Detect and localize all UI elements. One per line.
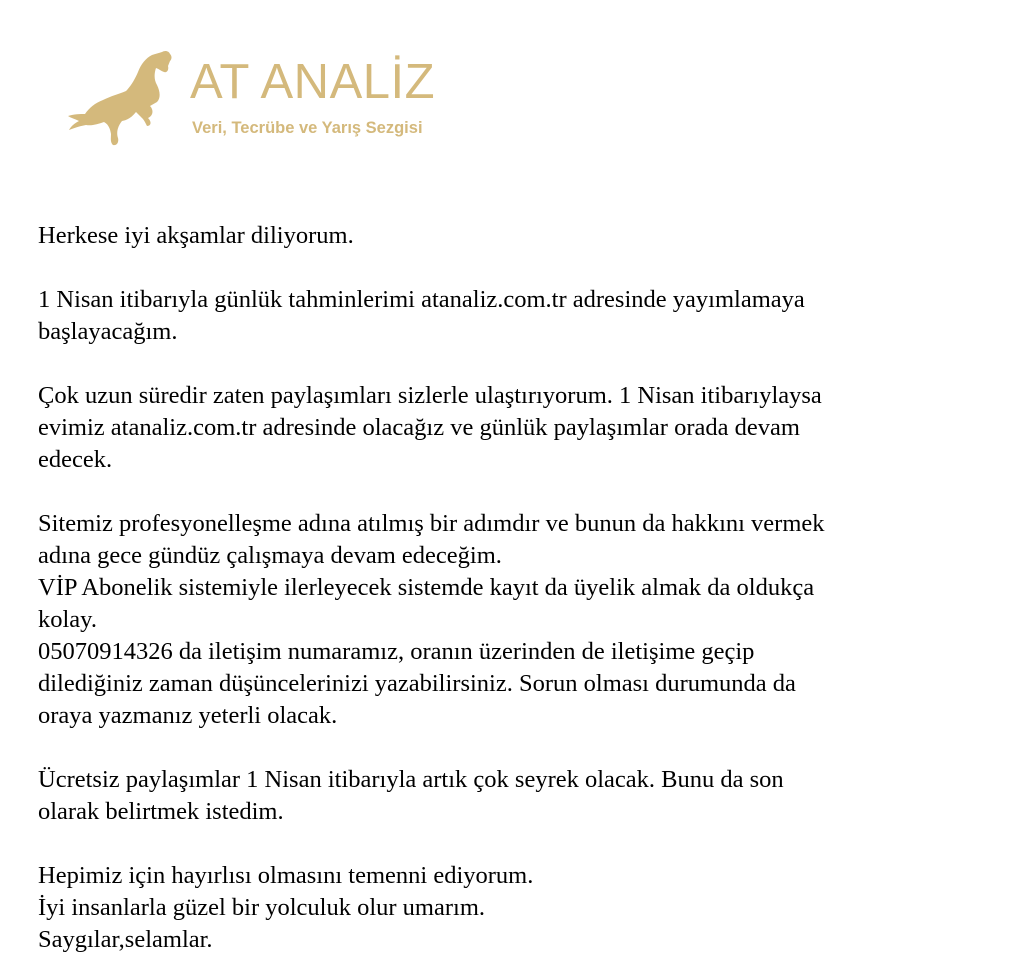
letter-paragraph xyxy=(38,764,978,828)
text-line: Hepimiz için hayırlısı olmasını temenni ediyorum. xyxy=(38,862,534,889)
text-line: Çok uzun süredir zaten paylaşımları sizlerle ulaştırıyorum. 1 Nisan itibarıylaysa xyxy=(38,382,822,409)
text-line: evimiz atanaliz.com.tr adresinde olacağız ve günlük paylaşımlar orada devam xyxy=(38,414,800,441)
text-line: kolay. xyxy=(38,606,97,633)
phone-number-line: 05070914326 da iletişim numaramız, oranın üzerinden de iletişime geçip xyxy=(38,638,755,665)
text-line: edecek. xyxy=(38,446,113,473)
letter-paragraph xyxy=(38,860,978,956)
text-line: oraya yazmanız yeterli olacak. xyxy=(38,702,338,729)
signoff-line: Saygılar,selamlar. xyxy=(38,926,213,953)
brand-logo xyxy=(64,44,494,154)
text-line: Herkese iyi akşamlar diliyorum. xyxy=(38,222,354,249)
letter-body xyxy=(38,220,978,956)
letter-paragraph xyxy=(38,380,978,476)
horse-icon xyxy=(66,46,178,152)
text-line: VİP Abonelik sistemiyle ilerleyecek sistemde kayıt da üyelik almak da oldukça xyxy=(38,574,815,601)
brand-tagline: Veri, Tecrübe ve Yarış Sezgisi xyxy=(192,119,423,137)
text-line: başlayacağım. xyxy=(38,318,178,345)
text-line: İyi insanlarla güzel bir yolculuk olur umarım. xyxy=(38,894,486,921)
text-line: adına gece gündüz çalışmaya devam edeceğim. xyxy=(38,542,502,569)
letter-paragraph xyxy=(38,220,978,252)
text-line: 1 Nisan itibarıyla günlük tahminlerimi atanaliz.com.tr adresinde yayımlamaya xyxy=(38,286,805,313)
letter-paragraph xyxy=(38,508,978,732)
brand-name: AT ANALİZ xyxy=(190,55,436,109)
text-line: olarak belirtmek istedim. xyxy=(38,798,284,825)
text-line: Ücretsiz paylaşımlar 1 Nisan itibarıyla artık çok seyrek olacak. Bunu da son xyxy=(38,766,784,793)
letter-paragraph xyxy=(38,284,978,348)
text-line: dilediğiniz zaman düşüncelerinizi yazabilirsiniz. Sorun olması durumunda da xyxy=(38,670,796,697)
text-line: Sitemiz profesyonelleşme adına atılmış bir adımdır ve bunun da hakkını vermek xyxy=(38,510,825,537)
